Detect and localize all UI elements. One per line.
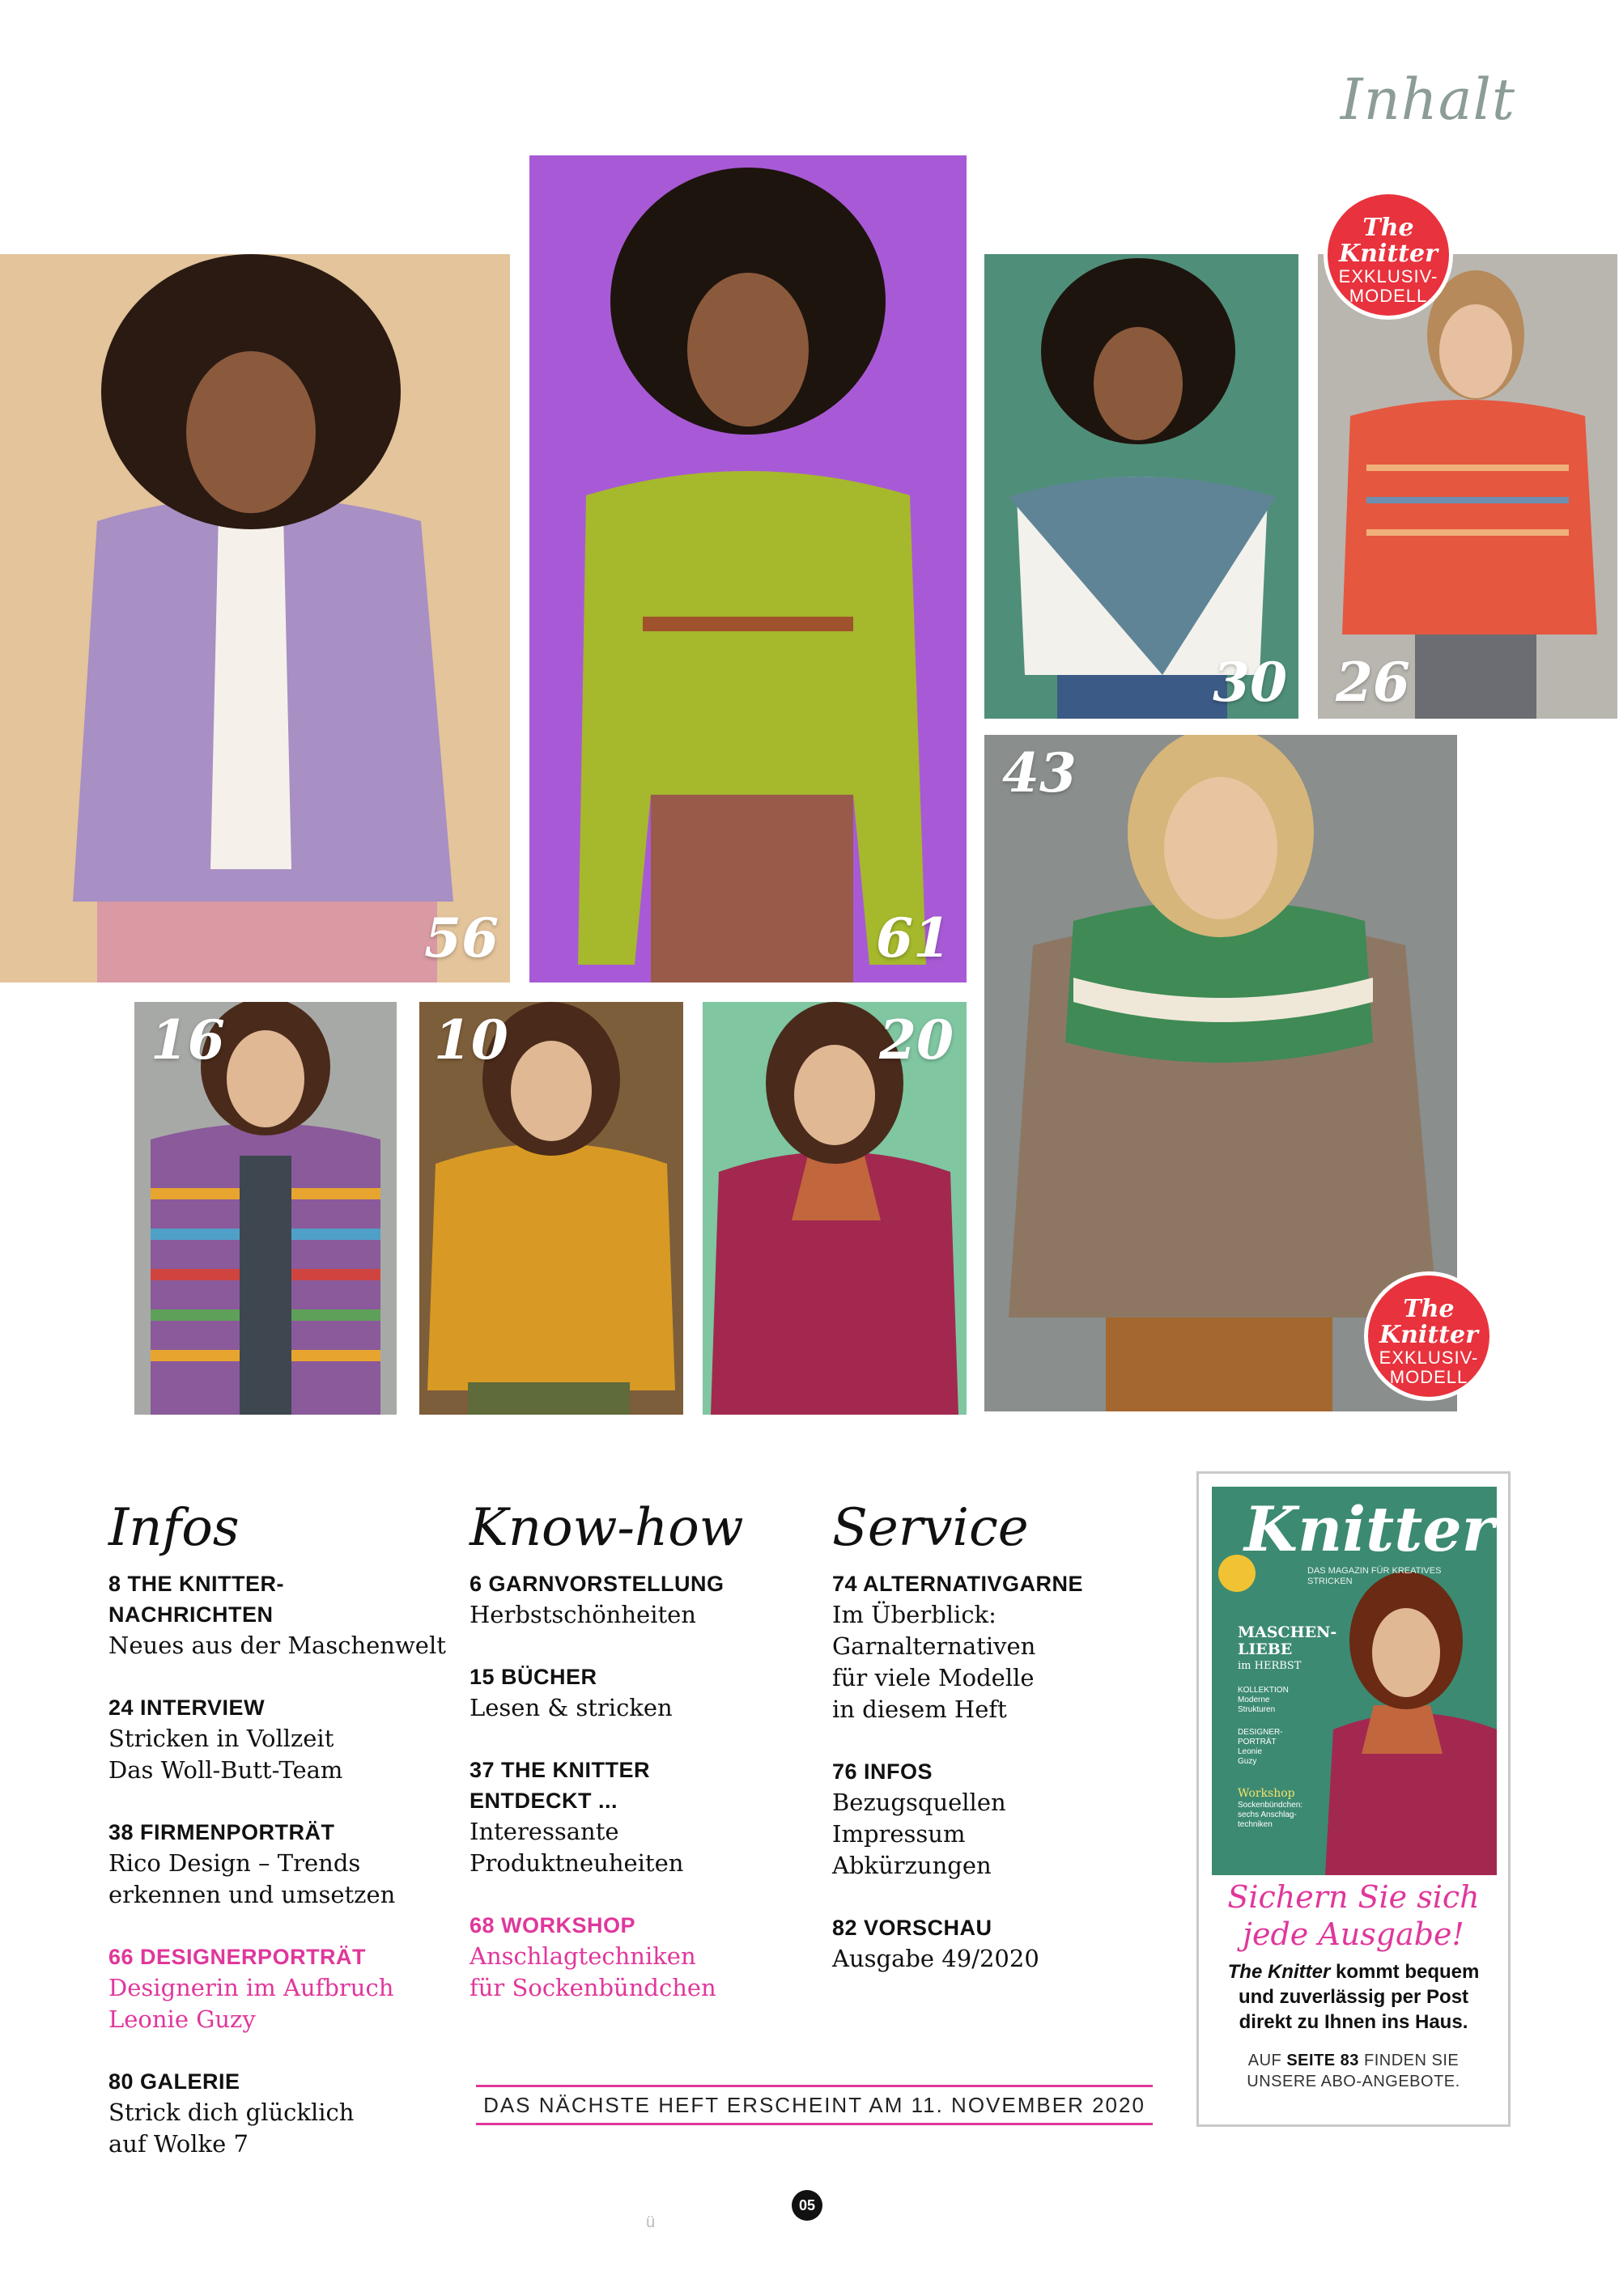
cover-text: Guzy <box>1238 1757 1257 1766</box>
toc-entry[interactable] <box>108 1568 448 1662</box>
entry-text: Herbstschönheiten <box>470 1601 696 1628</box>
toc-entry[interactable] <box>470 1662 810 1724</box>
cover-headline <box>1238 1624 1336 1658</box>
entry-text: Ausgabe 49/2020 <box>832 1945 1039 1972</box>
subscription-text-line: und zuverlässig per Post <box>1238 1986 1469 2008</box>
cover-subtitle: DAS MAGAZIN FÜR KREATIVES STRICKEN <box>1307 1566 1442 1586</box>
model-illustration <box>984 254 1298 719</box>
entry-heading: 24 INTERVIEW <box>108 1695 266 1720</box>
cover-text: Sockenbündchen: <box>1238 1801 1303 1810</box>
entry-text: Neues aus der Maschenwelt <box>108 1632 446 1659</box>
page-number-label: 26 <box>1336 651 1410 714</box>
next-issue-banner: DAS NÄCHSTE HEFT ERSCHEINT AM 11. NOVEMBER 2020 <box>476 2085 1153 2125</box>
subscription-text-rest: kommt bequem <box>1330 1961 1480 1983</box>
entry-heading: 8 THE KNITTER-NACHRICHTEN <box>108 1572 285 1627</box>
subscription-box[interactable] <box>1196 1471 1511 2127</box>
page-reference[interactable]: SEITE 83 <box>1286 2052 1359 2069</box>
photo-cardigan-stripes[interactable] <box>134 1002 397 1415</box>
entry-heading: 38 FIRMENPORTRÄT <box>108 1820 335 1844</box>
entry-text: Bezugsquellen <box>832 1789 1006 1816</box>
toc-entry[interactable] <box>108 1817 448 1911</box>
photo-sweater-coral[interactable] <box>1318 254 1617 719</box>
toc-entry[interactable] <box>470 1755 810 1879</box>
badge-line: EXKLUSIV- <box>1379 1347 1479 1368</box>
cover-headline-sub: im HERBST <box>1238 1660 1302 1672</box>
photo-shawl-blue[interactable] <box>984 254 1298 719</box>
entry-heading: 76 INFOS <box>832 1759 933 1784</box>
badge-line: MODELL <box>1349 286 1428 306</box>
entry-text: Produktneuheiten <box>470 1849 684 1877</box>
subscription-text-line <box>1199 1959 1508 1984</box>
cover-text: Strukturen <box>1238 1705 1276 1714</box>
cover-headline-line: LIEBE <box>1238 1640 1293 1658</box>
entry-heading: 37 THE KNITTER <box>470 1758 651 1782</box>
subscription-title <box>1199 1878 1508 1953</box>
page-number-label: 61 <box>876 906 950 970</box>
entry-heading: 15 BÜCHER <box>470 1665 597 1689</box>
entry-text: auf Wolke 7 <box>108 2130 249 2158</box>
page-number-label: 43 <box>1002 741 1077 804</box>
small-text: FINDEN SIE <box>1358 2052 1460 2069</box>
entry-text: Strick dich glücklich <box>108 2099 355 2126</box>
page-number-label: 30 <box>1213 651 1287 714</box>
entry-text: Designerin im Aufbruch <box>108 1974 394 2001</box>
cover-text: PORTRÄT <box>1238 1738 1277 1746</box>
column-knowhow <box>470 1496 810 2035</box>
cover-text: sechs Anschlag- <box>1238 1810 1297 1819</box>
cover-designer <box>1238 1728 1283 1767</box>
toc-entry-highlight[interactable] <box>108 1942 448 2035</box>
page-number-label: 16 <box>151 1008 225 1072</box>
cover-text: techniken <box>1238 1820 1273 1829</box>
subscription-title-line: jede Ausgabe! <box>1243 1916 1464 1952</box>
entry-text: in diesem Heft <box>832 1695 1007 1723</box>
entry-text: Abkürzungen <box>832 1852 992 1879</box>
entry-heading: 66 DESIGNERPORTRÄT <box>108 1945 367 1969</box>
cover-kollektion <box>1238 1686 1289 1715</box>
entry-text: für viele Modelle <box>832 1664 1035 1691</box>
footer-mark: ü <box>646 2213 656 2231</box>
toc-entry[interactable] <box>108 2066 448 2160</box>
entry-text: Rico Design – Trends <box>108 1849 361 1877</box>
column-service <box>832 1496 1172 2005</box>
magazine-cover[interactable] <box>1212 1487 1497 1875</box>
photo-cardigan-lilac[interactable] <box>0 254 510 982</box>
cover-text: KOLLEKTION <box>1238 1686 1289 1695</box>
entry-heading: 74 ALTERNATIVGARNE <box>832 1572 1084 1596</box>
entry-text: Interessante <box>470 1818 619 1845</box>
entry-text: Anschlagtechniken <box>470 1942 696 1970</box>
badge-line: EXKLUSIV- <box>1338 266 1438 286</box>
badge-logo: The Knitter <box>1339 214 1438 268</box>
entry-text: Leonie Guzy <box>108 2005 256 2033</box>
toc-entry-highlight[interactable] <box>470 1910 810 2004</box>
toc-entry[interactable] <box>108 1692 448 1786</box>
subscription-title-line: Sichern Sie sich <box>1227 1879 1480 1915</box>
cover-workshop-text <box>1238 1801 1311 1830</box>
toc-entry[interactable] <box>832 1756 1172 1882</box>
badge-line: MODELL <box>1389 1367 1468 1387</box>
exclusive-badge <box>1368 1275 1489 1397</box>
exclusive-badge <box>1328 194 1449 316</box>
entry-text: Im Überblick: <box>832 1601 996 1628</box>
photo-sweater-berry[interactable] <box>703 1002 967 1415</box>
entry-text: Lesen & stricken <box>470 1694 673 1721</box>
subscription-text-line: direkt zu Ihnen ins Haus. <box>1239 2011 1468 2033</box>
entry-text: Stricken in Vollzeit <box>108 1725 334 1752</box>
entry-heading: 80 GALERIE <box>108 2069 240 2094</box>
page-number-label: 10 <box>434 1008 508 1072</box>
section-title: Infos <box>108 1498 240 1558</box>
model-illustration <box>0 254 510 982</box>
cover-text: DESIGNER- <box>1238 1728 1283 1737</box>
page-number-label: 56 <box>424 906 499 970</box>
entry-heading: ENTDECKT ... <box>470 1789 618 1813</box>
model-illustration <box>529 155 967 982</box>
toc-entry[interactable] <box>470 1568 810 1631</box>
footer-page-number: 05 <box>792 2190 822 2221</box>
small-text: AUF <box>1247 2052 1287 2069</box>
column-infos <box>108 1496 448 2191</box>
cover-text: Leonie <box>1238 1747 1263 1756</box>
cover-logo: Knitter <box>1244 1493 1494 1565</box>
entry-heading: 6 GARNVORSTELLUNG <box>470 1572 725 1596</box>
entry-text: erkennen und umsetzen <box>108 1881 396 1908</box>
entry-text: für Sockenbündchen <box>470 1974 716 2001</box>
model-illustration <box>1318 254 1617 719</box>
entry-heading: 82 VORSCHAU <box>832 1916 992 1940</box>
subscription-small-line: UNSERE ABO-ANGEBOTE. <box>1247 2073 1460 2090</box>
cover-headline-line: MASCHEN- <box>1238 1623 1337 1641</box>
badge-logo: The Knitter <box>1379 1295 1478 1349</box>
entry-text: Das Woll-Butt-Team <box>108 1756 343 1784</box>
cover-workshop: Workshop <box>1238 1787 1295 1800</box>
section-title: Service <box>832 1498 1029 1558</box>
toc-entry[interactable] <box>832 1912 1172 1975</box>
cover-text: Moderne <box>1238 1695 1270 1704</box>
photo-sweater-mustard[interactable] <box>419 1002 683 1415</box>
page-title: Inhalt <box>1340 66 1515 133</box>
entry-text: Garnalternativen <box>832 1632 1036 1660</box>
entry-heading: 68 WORKSHOP <box>470 1913 636 1937</box>
page-number-label: 20 <box>879 1008 954 1072</box>
photo-sweater-lime[interactable] <box>529 155 967 982</box>
entry-text: Impressum <box>832 1820 966 1848</box>
subscription-offer-link[interactable] <box>1199 2050 1508 2092</box>
toc-entry[interactable] <box>832 1568 1172 1725</box>
subscription-small-line <box>1199 2050 1508 2071</box>
brand-name: The Knitter <box>1227 1961 1331 1983</box>
section-title: Know-how <box>470 1498 744 1558</box>
subscription-text <box>1199 1959 1508 2035</box>
